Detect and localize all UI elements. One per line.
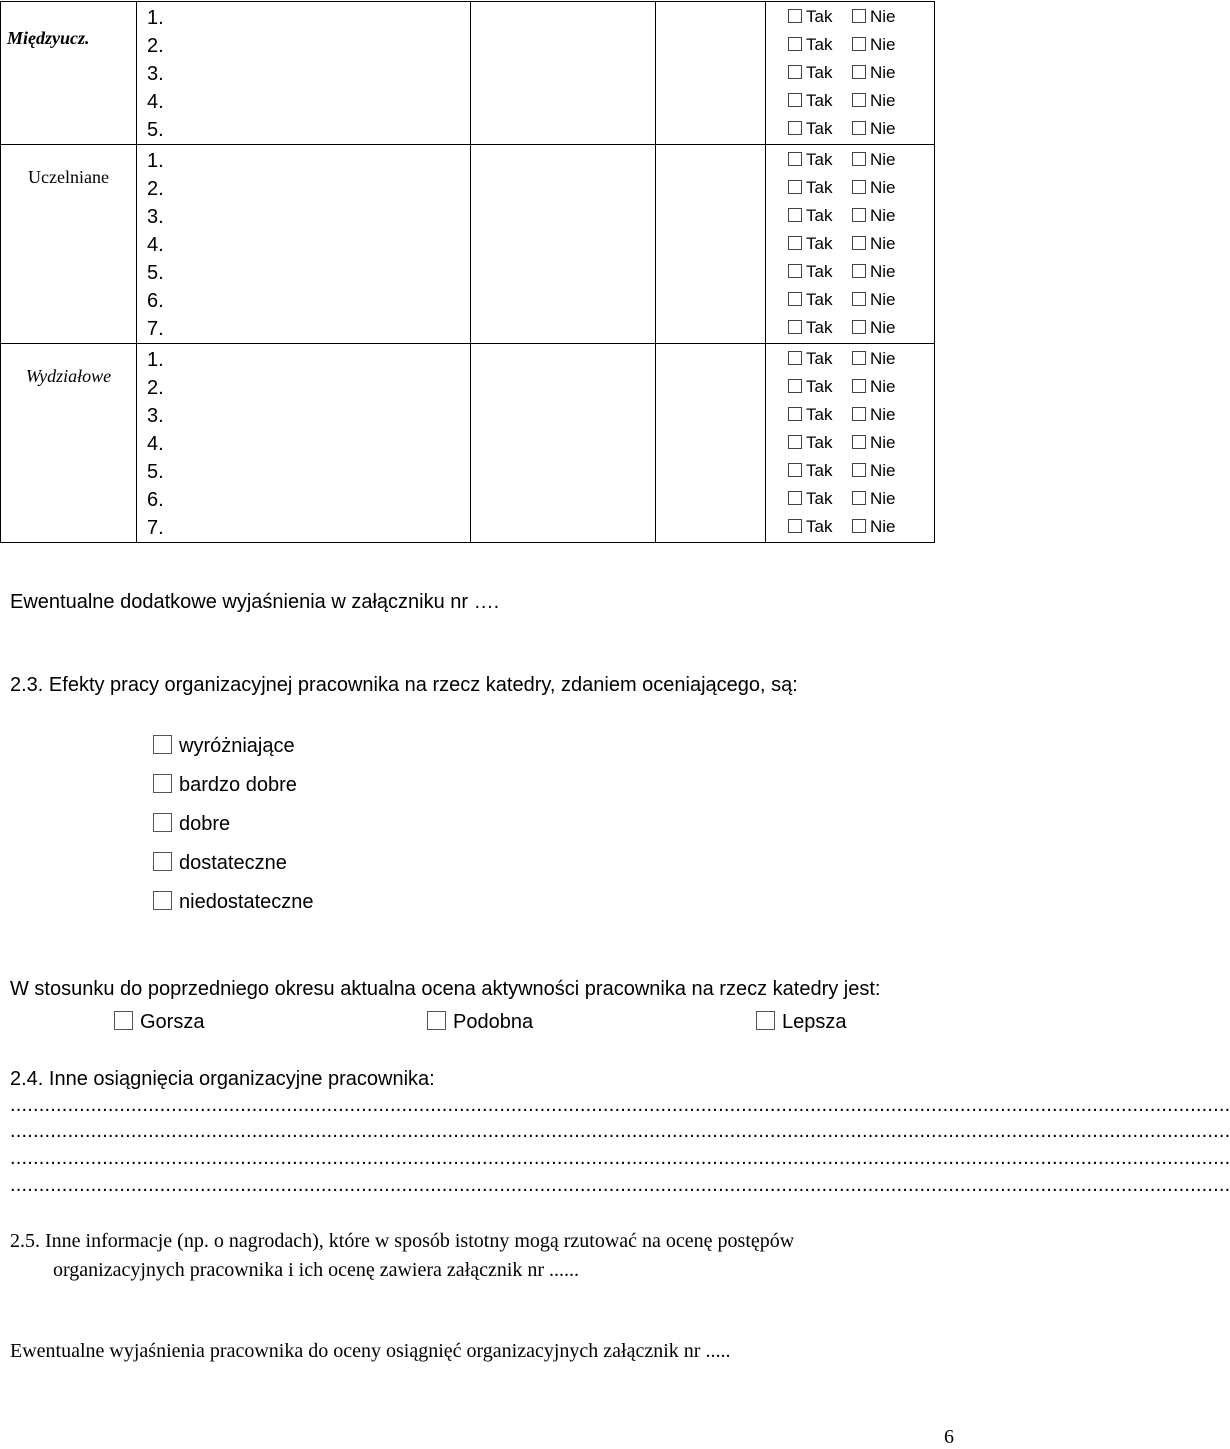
option-tak[interactable] (766, 3, 852, 31)
checkbox[interactable] (852, 320, 866, 334)
option-label: Tak (806, 349, 833, 368)
option-nie[interactable] (852, 262, 896, 281)
checkbox[interactable] (788, 435, 802, 449)
option-label: Nie (870, 119, 896, 138)
option-nie[interactable] (852, 206, 896, 225)
option-tak[interactable] (766, 202, 852, 230)
option-label: Tak (806, 318, 833, 337)
option-label: Nie (870, 178, 896, 197)
effect-option[interactable] (153, 852, 287, 875)
item-number: 5. (147, 262, 164, 284)
option-label: Nie (870, 405, 896, 424)
option-nie[interactable] (852, 489, 896, 508)
option-nie[interactable] (852, 91, 896, 110)
checkbox[interactable] (852, 351, 866, 365)
checkbox[interactable] (153, 852, 172, 871)
option-nie[interactable] (852, 234, 896, 253)
checkbox[interactable] (852, 435, 866, 449)
option-label: Nie (870, 150, 896, 169)
section-number: 2.3. (10, 674, 44, 696)
option-label: Tak (806, 405, 833, 424)
section-2-5-continuation: organizacyjnych pracownika i ich ocenę zawiera załącznik nr ...... (53, 1259, 580, 1281)
checkbox[interactable] (852, 519, 866, 533)
option-label: Tak (806, 461, 833, 480)
yes-no-row (766, 485, 934, 513)
item-numbers (137, 344, 471, 543)
option-tak[interactable] (766, 174, 852, 202)
option-label: Nie (870, 7, 896, 26)
option-label: Tak (806, 517, 833, 536)
section-2-3-heading (10, 674, 798, 697)
checkbox[interactable] (788, 379, 802, 393)
item-number: 5. (147, 461, 164, 483)
section-2-5-heading (10, 1230, 794, 1253)
effect-option[interactable] (153, 891, 314, 914)
checkbox[interactable] (852, 37, 866, 51)
yes-no-row (766, 429, 934, 457)
option-tak[interactable] (766, 345, 852, 373)
yes-no-row (766, 345, 934, 373)
item-number: 3. (147, 206, 164, 228)
yes-no-row (766, 115, 934, 143)
checkbox[interactable] (852, 65, 866, 79)
checkbox[interactable] (788, 519, 802, 533)
table-row (1, 344, 935, 543)
yes-no-row (766, 3, 934, 31)
yes-no-row (766, 59, 934, 87)
effect-option[interactable] (153, 774, 297, 797)
option-label: dostateczne (179, 852, 287, 874)
group-label: Wydziałowe (1, 344, 137, 543)
section-number: 2.4. (10, 1068, 44, 1090)
yes-no-row (766, 457, 934, 485)
item-number: 4. (147, 234, 164, 256)
checkbox[interactable] (427, 1011, 446, 1030)
option-nie[interactable] (852, 433, 896, 452)
option-label: Lepsza (782, 1011, 847, 1033)
option-label: Nie (870, 318, 896, 337)
blank-cell-2[interactable] (656, 2, 766, 145)
yes-no-options (766, 145, 935, 344)
option-tak[interactable] (766, 146, 852, 174)
option-nie[interactable] (852, 35, 896, 54)
option-nie[interactable] (852, 517, 896, 536)
checkbox[interactable] (852, 121, 866, 135)
item-number: 6. (147, 489, 164, 511)
checkbox[interactable] (788, 292, 802, 306)
option-label: Tak (806, 262, 833, 281)
blank-cell-2[interactable] (656, 145, 766, 344)
option-label: Tak (806, 234, 833, 253)
option-label: Nie (870, 35, 896, 54)
yes-no-row (766, 202, 934, 230)
yes-no-row (766, 87, 934, 115)
item-number: 1. (147, 349, 164, 371)
option-nie[interactable] (852, 377, 896, 396)
checkbox[interactable] (153, 891, 172, 910)
checkbox[interactable] (788, 93, 802, 107)
fill-in-line[interactable]: .................................................................................................................................................................................................................... (10, 1094, 1230, 1116)
option-label: Tak (806, 377, 833, 396)
option-label: Nie (870, 63, 896, 82)
item-number: 3. (147, 405, 164, 427)
option-label: Gorsza (140, 1011, 205, 1033)
checkbox[interactable] (852, 407, 866, 421)
option-tak[interactable] (766, 87, 852, 115)
option-label: dobre (179, 813, 231, 835)
option-tak[interactable] (766, 314, 852, 342)
option-label: Tak (806, 119, 833, 138)
checkbox[interactable] (788, 121, 802, 135)
checkbox[interactable] (788, 351, 802, 365)
item-number: 1. (147, 150, 164, 172)
checkbox[interactable] (852, 152, 866, 166)
option-nie[interactable] (852, 119, 896, 138)
option-label: Nie (870, 349, 896, 368)
checkbox[interactable] (852, 264, 866, 278)
item-numbers (137, 2, 471, 145)
section-text: Inne osiągnięcia organizacyjne pracownika: (48, 1068, 435, 1090)
option-tak[interactable] (766, 31, 852, 59)
option-label: Tak (806, 433, 833, 452)
item-number: 2. (147, 377, 164, 399)
effect-option[interactable] (153, 813, 230, 836)
item-number: 2. (147, 35, 164, 57)
option-nie[interactable] (852, 150, 896, 169)
checkbox[interactable] (788, 65, 802, 79)
blank-cell-1[interactable] (471, 145, 656, 344)
option-label: niedostateczne (179, 891, 314, 913)
checkbox[interactable] (153, 813, 172, 832)
option-label: Nie (870, 290, 896, 309)
yes-no-row (766, 230, 934, 258)
yes-no-options (766, 344, 935, 543)
option-label: Nie (870, 234, 896, 253)
group-label: Uczelniane (1, 145, 137, 344)
checkbox[interactable] (788, 491, 802, 505)
option-nie[interactable] (852, 7, 896, 26)
checkbox[interactable] (788, 9, 802, 23)
fill-in-line[interactable]: .................................................................................................................................................................................................................... (10, 1174, 1230, 1196)
option-nie[interactable] (852, 178, 896, 197)
option-nie[interactable] (852, 405, 896, 424)
yes-no-row (766, 513, 934, 541)
item-number: 2. (147, 178, 164, 200)
final-note: Ewentualne wyjaśnienia pracownika do oceny osiągnięć organizacyjnych załącznik nr ..... (10, 1340, 731, 1362)
fill-in-line[interactable]: .................................................................................................................................................................................................................... (10, 1147, 1230, 1169)
checkbox[interactable] (788, 407, 802, 421)
option-nie[interactable] (852, 63, 896, 82)
item-number: 7. (147, 517, 164, 539)
option-tak[interactable] (766, 286, 852, 314)
option-nie[interactable] (852, 290, 896, 309)
item-number: 3. (147, 63, 164, 85)
checkbox[interactable] (852, 292, 866, 306)
option-label: Nie (870, 489, 896, 508)
item-number: 4. (147, 91, 164, 113)
comparison-question: W stosunku do poprzedniego okresu aktualna ocena aktywności pracownika na rzecz katedry jest: (10, 978, 881, 1000)
option-lepsza[interactable] (756, 1011, 847, 1034)
option-label: Tak (806, 150, 833, 169)
option-label: Tak (806, 206, 833, 225)
effect-option[interactable] (153, 735, 295, 758)
option-label: Nie (870, 91, 896, 110)
yes-no-row (766, 146, 934, 174)
option-tak[interactable] (766, 429, 852, 457)
yes-no-options (766, 2, 935, 145)
checkbox[interactable] (153, 735, 172, 754)
checkbox[interactable] (852, 208, 866, 222)
option-gorsza[interactable] (114, 1011, 204, 1034)
option-label: Tak (806, 290, 833, 309)
blank-cell-2[interactable] (656, 344, 766, 543)
option-tak[interactable] (766, 59, 852, 87)
option-label: Tak (806, 7, 833, 26)
option-label: Nie (870, 377, 896, 396)
option-tak[interactable] (766, 401, 852, 429)
checkbox[interactable] (788, 37, 802, 51)
checkbox[interactable] (852, 93, 866, 107)
yes-no-row (766, 286, 934, 314)
checkbox[interactable] (756, 1011, 775, 1030)
option-label: Nie (870, 262, 896, 281)
option-tak[interactable] (766, 258, 852, 286)
checkbox[interactable] (114, 1011, 133, 1030)
option-tak[interactable] (766, 457, 852, 485)
page-number: 6 (944, 1426, 954, 1448)
option-tak[interactable] (766, 485, 852, 513)
option-tak[interactable] (766, 373, 852, 401)
option-label: bardzo dobre (179, 774, 297, 796)
yes-no-row (766, 314, 934, 342)
yes-no-row (766, 31, 934, 59)
item-number: 5. (147, 119, 164, 141)
yes-no-row (766, 258, 934, 286)
blank-cell-1[interactable] (471, 344, 656, 543)
item-numbers (137, 145, 471, 344)
group-label: Międzyucz. (1, 2, 137, 145)
checkbox[interactable] (852, 379, 866, 393)
checkbox[interactable] (852, 9, 866, 23)
option-label: Nie (870, 433, 896, 452)
option-tak[interactable] (766, 115, 852, 143)
table-row (1, 2, 935, 145)
checkbox[interactable] (788, 236, 802, 250)
checkbox[interactable] (852, 463, 866, 477)
option-nie[interactable] (852, 349, 896, 368)
option-label: Tak (806, 91, 833, 110)
item-number: 1. (147, 7, 164, 29)
checkbox[interactable] (788, 208, 802, 222)
section-text: Efekty pracy organizacyjnej pracownika na rzecz katedry, zdaniem oceniającego, są: (48, 674, 798, 696)
checkbox[interactable] (852, 491, 866, 505)
blank-cell-1[interactable] (471, 2, 656, 145)
checkbox[interactable] (788, 463, 802, 477)
option-label: Nie (870, 206, 896, 225)
activity-table (0, 1, 935, 543)
checkbox[interactable] (153, 774, 172, 793)
item-number: 4. (147, 433, 164, 455)
checkbox[interactable] (788, 264, 802, 278)
item-number: 6. (147, 290, 164, 312)
checkbox[interactable] (788, 320, 802, 334)
option-label: Tak (806, 489, 833, 508)
checkbox[interactable] (852, 180, 866, 194)
checkbox[interactable] (788, 180, 802, 194)
attachment-note: Ewentualne dodatkowe wyjaśnienia w załączniku nr …. (10, 591, 500, 613)
option-label: Podobna (453, 1011, 534, 1033)
checkbox[interactable] (852, 236, 866, 250)
option-label: Nie (870, 517, 896, 536)
table-row (1, 145, 935, 344)
option-label: Tak (806, 178, 833, 197)
option-label: Nie (870, 461, 896, 480)
yes-no-row (766, 174, 934, 202)
option-tak[interactable] (766, 230, 852, 258)
option-nie[interactable] (852, 461, 896, 480)
option-label: Tak (806, 63, 833, 82)
yes-no-row (766, 373, 934, 401)
section-2-4-heading (10, 1068, 435, 1091)
option-podobna[interactable] (427, 1011, 533, 1034)
option-nie[interactable] (852, 318, 896, 337)
item-number: 7. (147, 318, 164, 340)
option-label: Tak (806, 35, 833, 54)
section-text: Inne informacje (np. o nagrodach), które w sposób istotny mogą rzutować na ocenę postępów (45, 1230, 795, 1252)
option-label: wyróżniające (179, 735, 295, 757)
section-number: 2.5. (10, 1230, 40, 1252)
yes-no-row (766, 401, 934, 429)
option-tak[interactable] (766, 513, 852, 541)
checkbox[interactable] (788, 152, 802, 166)
fill-in-line[interactable]: .................................................................................................................................................................................................................... (10, 1120, 1230, 1142)
